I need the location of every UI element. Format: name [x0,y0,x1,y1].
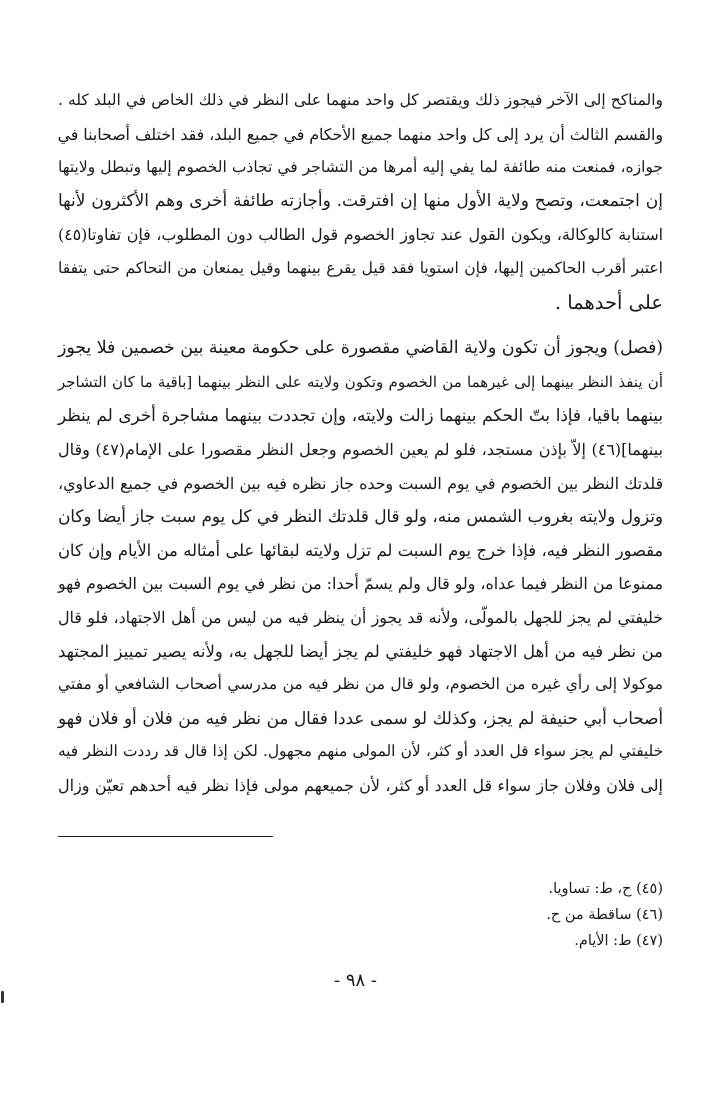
text-line: أصحاب أبي حنيفة لم يجز، وكذلك لو سمى عددا فقال من نظر فيه من فلان أو فلان فهو [58,707,663,728]
text-line: على أحدهما . [554,290,663,314]
footnote-46: (٤٦) ساقطة من ح. [546,907,663,923]
paragraph-2 [58,332,663,802]
text-line: استنابة كالوكالة، ويكون القول عند تجاوز الخصوم قول الطالب دون المطلوب، فإن تفاوتا(٤٥) [58,225,663,245]
text-line: (فصل) ويجوز أن تكون ولاية القاضي مقصورة على حكومة معينة بين خصمين فلا يجوز [58,338,663,359]
text-line: جوازه، فمنعت منه طائفة لما يفي إليه أمرها من التشاجر في تجاذب الخصوم إليها وتبطل ولايتها [58,158,663,177]
scan-mark [1,991,4,1003]
text-line: خليفتي لم يجز للجهل بالمولّى، ولأنه قد يجوز أن ينظر فيه من ليس من أهل الاجتهاد، فلو قال [58,607,663,627]
footnotes [58,876,663,954]
paragraph-1 [58,84,663,319]
text-line: موكولا إلى رأي غيره من الخصوم، ولو قال من نظر فيه من مدرسي أصحاب الشافعي أو مفتي [58,675,663,694]
text-line: ممنوعا من النظر فيما عداه، ولو قال ولم يسمّ أحدا: من نظر في يوم السبت بين الخصوم فهو [58,574,663,594]
text-line: خليفتي لم يجز سواء قل العدد أو كثر، لأن المولى منهم مجهول. لكن إذا قال قد رددت النظر فيه [58,742,663,761]
text-line: بينهما](٤٦) إلاّ بإذن مستجد، فلو لم يعين الخصوم وجعل النظر مقصورا على الإمام(٤٧) وقال [58,439,664,459]
paragraph-gap [58,319,663,332]
text-line: اعتبر أقرب الحاكمين إليها، فإن استويا فقد قيل يقرع بينهما وقيل يمنعان من التحاكم حتى يتفقا [58,258,663,277]
text-line: والقسم الثالث أن يرد إلى كل واحد منهما جميع الأحكام في جميع البلد، فقد اختلف أصحابنا في [57,124,663,144]
footnote-divider [58,836,273,837]
text-line: والمناكح إلى الآخر فيجوز ذلك ويقتصر كل واحد منهما على النظر في ذلك الخاص في البلد كله . [58,91,663,109]
text-line: مقصور النظر فيه، فإذا خرج يوم السبت لم تزل ولايته لبقائها على أمثاله من الأيام وإن كان [58,540,663,560]
text-line: إلى فلان وفلان جاز سواء قل العدد أو كثر، لأن جميعهم مولى فإذا نظر فيه أحدهم تعيّن وزال [58,775,663,795]
text-line: أن ينفذ النظر بينهما إلى غيرهما من الخصوم وتكون ولايته على النظر بينهما [باقية ما كان التشاجر [58,372,663,391]
text-line: وتزول ولايته بغروب الشمس منه، ولو قال قلدتك النظر في كل يوم سبت جاز أيضا وكان [58,506,663,527]
page-number: - ٩٨ - [334,970,377,991]
footnote-45: (٤٥) ح، ط: تساويا. [548,881,663,897]
text-line: قلدتك النظر بين الخصوم في يوم السبت وحده جاز نظره فيه بين الخصوم في جميع الدعاوي، [58,473,663,493]
main-text [58,84,663,802]
text-line: من نظر فيه من أهل الاجتهاد فهو خليفتي لم يجز أيضا للجهل به، ولأنه يصير تمييز المجتهد [58,641,663,661]
text-line: إن اجتمعت، وتصح ولاية الأول منها إن افترقت. وأجازته طائفة أخرى وهم الأكثرون لأنها [58,190,663,211]
text-line: بينهما باقيا، فإذا بتّ الحكم بينهما زالت ولايته، وإن تجددت بينهما مشاجرة أخرى لم ينظر [58,405,663,426]
footnote-47: (٤٧) ط: الأيام. [574,933,663,949]
